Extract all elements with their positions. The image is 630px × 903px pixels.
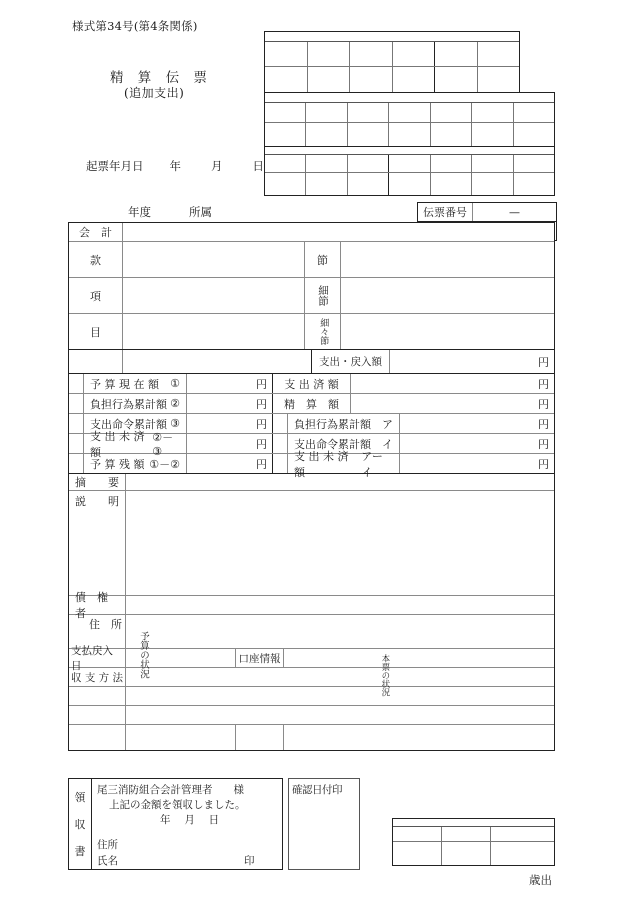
stamp-strip	[265, 147, 554, 155]
class-right-label-saisetsu: 細節	[304, 278, 340, 313]
budget-row-3-label: 支出命令累計額 ③	[83, 414, 186, 433]
expenditure-amount-value[interactable]	[389, 350, 554, 373]
bank-info-span-4b	[283, 706, 554, 724]
stamp-cell[interactable]	[430, 155, 471, 172]
slip-row-1-label: 負担行為累計額 ア	[287, 414, 399, 433]
classification-row-2	[69, 277, 554, 313]
payment-extra-3-value[interactable]	[125, 725, 235, 750]
stamp-cell[interactable]	[477, 67, 520, 92]
account-row	[69, 223, 554, 241]
stamp-cell[interactable]	[513, 123, 554, 146]
stamp-cell[interactable]	[307, 67, 350, 92]
receipt-date-line[interactable]: 年 月 日	[160, 814, 220, 826]
voucher-number-value[interactable]: —	[472, 203, 556, 221]
stamp-strip	[265, 93, 554, 103]
confirmation-stamp-label: 確認日付印	[292, 784, 342, 796]
currency-unit: 円	[538, 355, 549, 369]
description-label: 説 明	[75, 495, 119, 508]
stamp-cell[interactable]	[471, 103, 512, 122]
classification-row-1	[69, 241, 554, 277]
class-right-value-setsu[interactable]	[340, 242, 554, 277]
stamp-cell[interactable]	[490, 827, 554, 841]
summary-row-1-value[interactable]: 円	[350, 374, 554, 393]
stamp-cell[interactable]	[349, 42, 392, 66]
budget-row-4-value[interactable]: 円	[186, 434, 272, 453]
budget-status-row-2	[69, 393, 554, 413]
stamp-cell[interactable]	[430, 103, 471, 122]
receipt-char-2: 収	[74, 817, 86, 831]
bank-info-value[interactable]	[283, 649, 554, 667]
payment-extra-3-label	[69, 725, 125, 750]
exp-spacer-2	[122, 350, 311, 373]
exp-spacer-1	[69, 350, 122, 373]
slip-row-3-label: 支 出 未 済 額 アーイ	[287, 454, 399, 473]
stamp-cell[interactable]	[265, 42, 307, 66]
stamp-cell[interactable]	[347, 123, 388, 146]
class-left-value-ko[interactable]	[122, 278, 304, 313]
stamp-row[interactable]	[265, 172, 554, 195]
stamp-cell[interactable]	[471, 123, 512, 146]
class-left-label-ko: 項	[90, 289, 101, 303]
stamp-cell[interactable]	[265, 173, 305, 195]
approval-stamp-grid-middle[interactable]	[264, 92, 555, 147]
budget-status-vertical-label: 予算の状況	[137, 631, 149, 679]
stamp-cell[interactable]	[388, 173, 429, 195]
voucher-number-row	[418, 203, 556, 221]
stamp-cell[interactable]	[388, 155, 429, 172]
receipt-address-label: 住所	[97, 839, 118, 851]
stamp-cell[interactable]	[434, 42, 477, 66]
stamp-row[interactable]	[265, 122, 554, 146]
issue-year-unit: 年	[169, 159, 181, 173]
bank-info-span-5	[235, 725, 283, 750]
stamp-row[interactable]	[393, 841, 554, 865]
bottom-stamp-grid[interactable]	[392, 818, 555, 866]
stamp-cell[interactable]	[430, 123, 471, 146]
budget-status-vert-spacer-2	[69, 394, 83, 413]
creditor-label: 債 権 者	[75, 591, 119, 620]
issue-date-line	[86, 158, 264, 174]
stamp-cell[interactable]	[490, 842, 554, 865]
stamp-cell[interactable]	[347, 155, 388, 172]
budget-status-vert-spacer-5	[69, 454, 83, 473]
stamp-cell[interactable]	[305, 173, 346, 195]
bank-info-span-3	[235, 687, 283, 705]
approval-stamp-grid-bottom[interactable]	[264, 146, 555, 196]
stamp-row[interactable]	[393, 827, 554, 841]
address-value[interactable]	[125, 615, 554, 648]
confirmation-stamp-box[interactable]	[288, 778, 360, 870]
receipt-seal-label: 印	[244, 855, 255, 867]
ledger-header-labels	[128, 204, 212, 220]
class-left-label-moku: 目	[90, 325, 101, 339]
bank-info-span-2b	[283, 668, 554, 686]
budget-row-1-label: 予 算 現 在 額 ①	[83, 374, 186, 393]
receipt-box	[68, 778, 283, 870]
slip-row-3-value[interactable]: 円	[399, 454, 554, 473]
stamp-row[interactable]	[265, 66, 519, 92]
stamp-row[interactable]	[265, 42, 519, 66]
stamp-cell[interactable]	[265, 155, 305, 172]
class-left-value-moku[interactable]	[122, 314, 304, 349]
receipt-statement: 上記の金額を領収しました。	[109, 799, 246, 811]
receipt-char-3: 書	[74, 845, 86, 859]
stamp-cell[interactable]	[430, 173, 471, 195]
issue-day-unit: 日	[252, 159, 264, 173]
stamp-cell[interactable]	[349, 67, 392, 92]
stamp-cell[interactable]	[513, 173, 554, 195]
bank-info-span-4	[235, 706, 283, 724]
stamp-cell[interactable]	[471, 173, 512, 195]
budget-row-1-value[interactable]: 円	[186, 374, 272, 393]
stamp-cell[interactable]	[392, 67, 435, 92]
stamp-cell[interactable]	[347, 103, 388, 122]
summary-row-2-label: 精 算 額	[272, 394, 350, 413]
budget-row-5-label: 予 算 残 額 ①－②	[83, 454, 186, 473]
stamp-cell[interactable]	[392, 42, 435, 66]
summary-row	[69, 473, 554, 490]
payment-extra-2-label	[69, 706, 125, 724]
expenditure-amount-row	[69, 349, 554, 373]
class-right-label-saisaisetsu: 細々節	[304, 314, 340, 349]
stamp-cell[interactable]	[388, 123, 429, 146]
stamp-cell[interactable]	[441, 842, 490, 865]
description-row	[69, 490, 554, 595]
receipt-body	[92, 779, 282, 869]
payment-extra-row-2	[69, 705, 554, 724]
slip-status-vertical-label: 本票の状況	[272, 414, 287, 433]
summary-row-2-value[interactable]: 円	[350, 394, 554, 413]
stamp-strip	[265, 32, 519, 42]
stamp-strip	[393, 819, 554, 827]
fiscal-year-label: 年度	[128, 205, 151, 219]
budget-row-5-value[interactable]: 円	[186, 454, 272, 473]
expenditure-amount-label: 支出・戻入額	[311, 350, 389, 373]
voucher-number-label: 伝票番号	[423, 206, 467, 219]
receipt-char-1: 領	[74, 790, 86, 804]
stamp-cell[interactable]	[434, 67, 477, 92]
affiliation-label: 所属	[189, 205, 212, 219]
receipt-name-label: 氏名	[97, 855, 118, 867]
stamp-cell[interactable]	[347, 173, 388, 195]
bottom-right-label: 歳出	[529, 873, 552, 887]
budget-row-3-value[interactable]: 円	[186, 414, 272, 433]
stamp-cell[interactable]	[305, 123, 346, 146]
receipt-vertical-label	[69, 779, 92, 869]
ledger-table	[68, 222, 555, 751]
description-value[interactable]	[125, 491, 554, 595]
stamp-row[interactable]	[265, 155, 554, 172]
budget-status-vert-spacer-4	[69, 434, 83, 453]
stamp-cell[interactable]	[307, 42, 350, 66]
class-right-value-saisetsu[interactable]	[340, 278, 554, 313]
budget-row-2-label: 負担行為累計額 ②	[83, 394, 186, 413]
approval-stamp-grid-top[interactable]	[264, 31, 520, 93]
summary-value[interactable]	[125, 474, 554, 490]
receipt-addressee: 尾三消防組合会計管理者 様	[97, 784, 244, 796]
payment-date-label: 支払戻入日	[71, 645, 113, 672]
issue-date-label: 起票年月日	[86, 159, 144, 173]
slip-row-2-label: 支出命令累計額 イ	[287, 434, 399, 453]
summary-row-1-label: 支 出 済 額	[272, 374, 350, 393]
stamp-cell[interactable]	[265, 103, 305, 122]
class-right-label-setsu: 節	[304, 242, 340, 277]
bank-info-span-2	[235, 668, 283, 686]
stamp-row[interactable]	[265, 103, 554, 122]
classification-row-3	[69, 313, 554, 349]
class-right-value-saisaisetsu[interactable]	[340, 314, 554, 349]
page-subtitle: (追加支出)	[124, 86, 185, 100]
class-left-value-kan[interactable]	[122, 242, 304, 277]
stamp-cell[interactable]	[513, 103, 554, 122]
bank-info-span-5b[interactable]	[283, 725, 554, 750]
stamp-cell[interactable]	[265, 123, 305, 146]
account-spacer	[418, 223, 554, 241]
stamp-cell[interactable]	[393, 827, 441, 841]
stamp-cell[interactable]	[265, 67, 307, 92]
payment-extra-row-3	[69, 724, 554, 750]
slip-status-vert-spacer-3	[272, 454, 287, 473]
slip-row-1-value[interactable]: 円	[399, 414, 554, 433]
stamp-cell[interactable]	[305, 103, 346, 122]
bank-info-label: 口座情報	[235, 649, 283, 667]
address-label: 住 所	[89, 618, 122, 631]
stamp-cell[interactable]	[441, 827, 490, 841]
stamp-cell[interactable]	[393, 842, 441, 865]
payment-extra-2-value[interactable]	[125, 706, 235, 724]
account-value[interactable]	[122, 223, 418, 241]
class-left-label-kan: 款	[90, 253, 101, 267]
slip-row-2-value[interactable]: 円	[399, 434, 554, 453]
creditor-value[interactable]	[125, 596, 554, 614]
issue-month-unit: 月	[211, 159, 223, 173]
stamp-cell[interactable]	[513, 155, 554, 172]
stamp-cell[interactable]	[305, 155, 346, 172]
payment-extra-1-label	[69, 687, 125, 705]
form-code: 様式第34号(第4条関係)	[72, 19, 198, 33]
stamp-cell[interactable]	[388, 103, 429, 122]
bank-info-span-3b	[283, 687, 554, 705]
summary-label: 摘 要	[75, 476, 119, 489]
budget-row-2-value[interactable]: 円	[186, 394, 272, 413]
page-title: 精 算 伝 票	[110, 70, 212, 86]
budget-status-row-5	[69, 449, 554, 479]
stamp-cell[interactable]	[471, 155, 512, 172]
stamp-cell[interactable]	[477, 42, 520, 66]
budget-row-4-label: 支 出 未 済 額 ②－③	[83, 434, 186, 453]
account-label: 会 計	[79, 226, 112, 239]
budget-status-vert-spacer-3	[69, 414, 83, 433]
slip-status-vert-spacer-2	[272, 434, 287, 453]
payment-method-label: 収 支 方 法	[71, 671, 124, 684]
